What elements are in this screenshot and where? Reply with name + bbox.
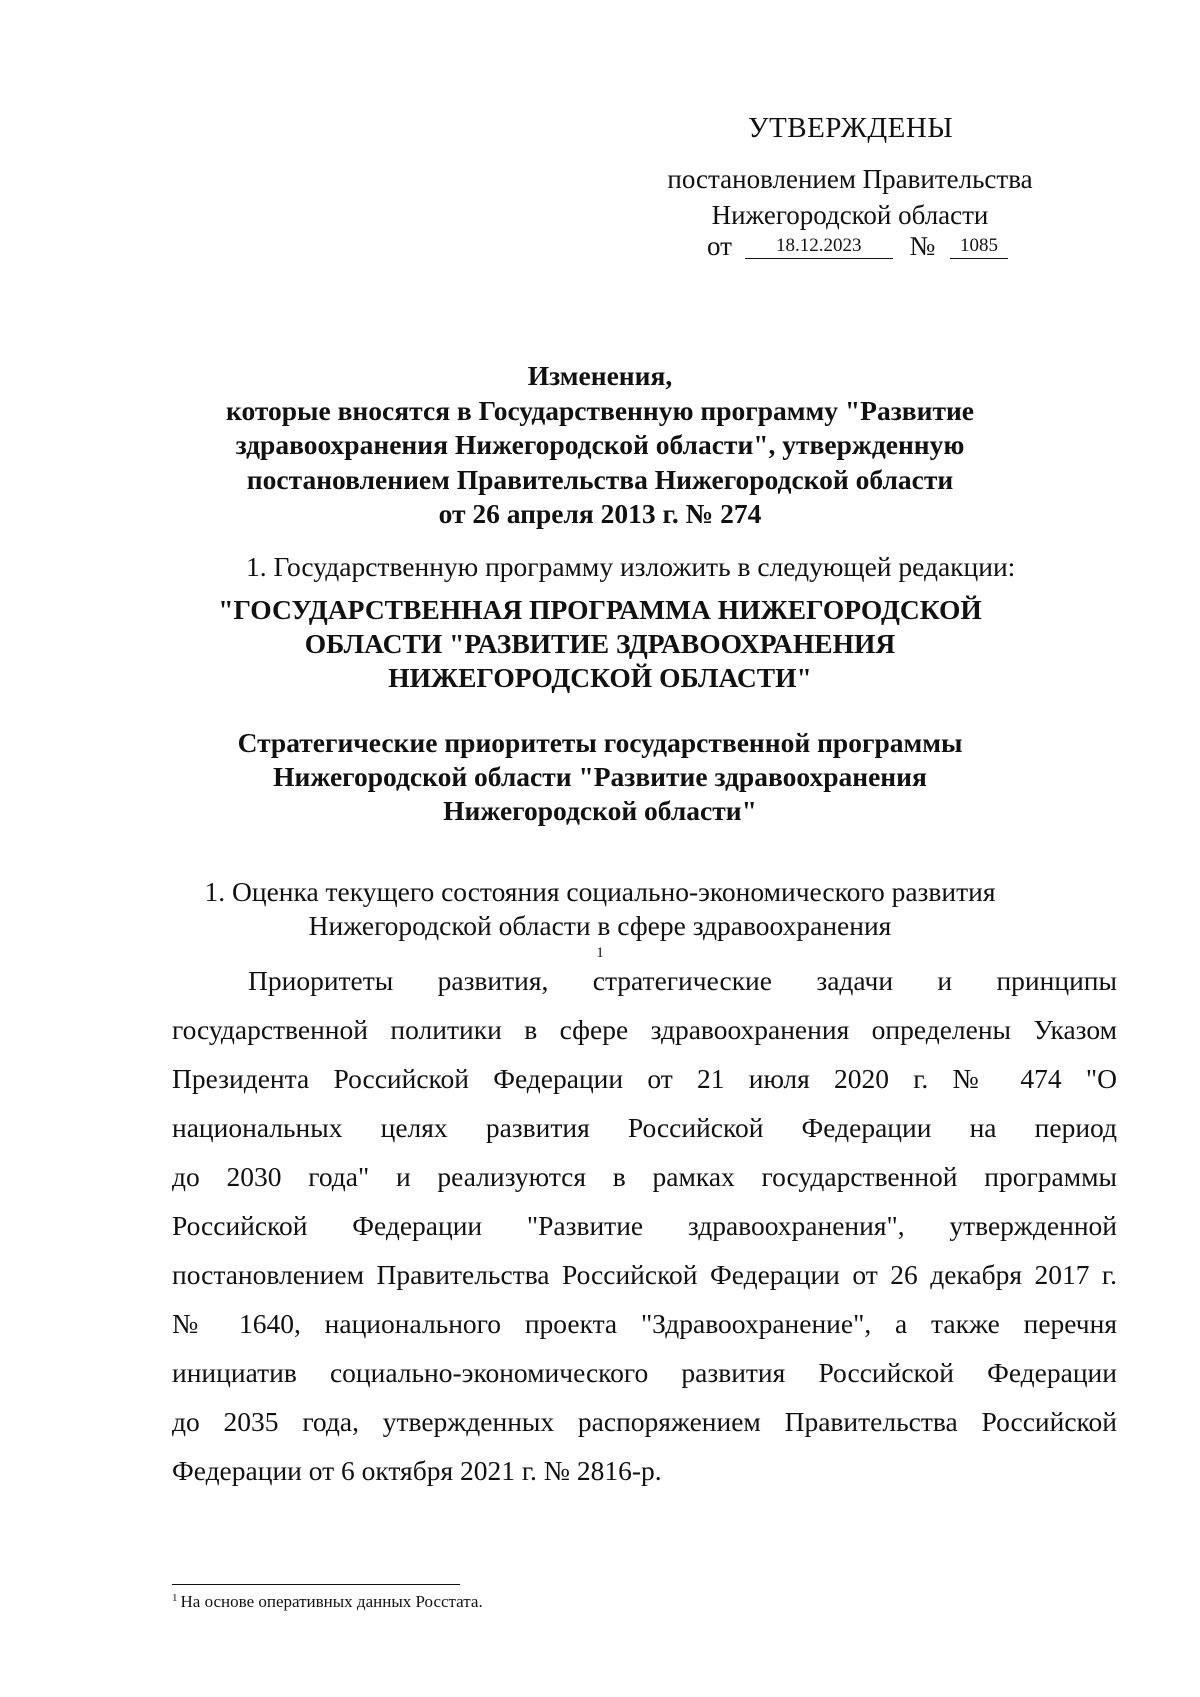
- body-line: постановлением Правительства Российской Федерации от 26 декабря 2017 г.: [172, 1259, 1117, 1290]
- section-1-title: [150, 875, 1050, 977]
- changes-title-line: здравоохранения Нижегородской области", утвержденную: [235, 429, 965, 460]
- body-line: инициатив социально-экономического развития Российской Федерации: [172, 1357, 1117, 1388]
- approval-line-2: Нижегородской области: [711, 200, 989, 230]
- body-line: Президента Российской Федерации от 21 июля 2020 г. № 474 "О: [172, 1063, 1117, 1094]
- changes-title: [150, 359, 1050, 532]
- body-line: Приоритеты развития, стратегические задачи и принципы: [248, 965, 1117, 996]
- footnote-mark: 1: [172, 1592, 178, 1604]
- approval-number: 1085: [950, 234, 1008, 259]
- footnote-reference[interactable]: 1: [596, 945, 604, 961]
- point-1-text: 1. Государственную программу изложить в следующей редакции:: [246, 551, 1016, 582]
- approval-date: 18.12.2023: [745, 234, 893, 259]
- body-line: Российской Федерации "Развитие здравоохранения", утвержденной: [172, 1210, 1117, 1241]
- body-line: Федерации от 6 октября 2021 г. № 2816-р.: [172, 1455, 662, 1486]
- body-line: № 1640, национального проекта "Здравоохранение", а также перечня: [172, 1308, 1117, 1339]
- footnote: [172, 1592, 483, 1612]
- approval-line-1: постановлением Правительства: [667, 164, 1033, 194]
- body-line: до 2035 года, утвержденных распоряжением Правительства Российской: [172, 1406, 1117, 1437]
- changes-title-line: постановлением Правительства Нижегородской области: [246, 463, 954, 495]
- approval-title: УТВЕРЖДЕНЫ: [748, 112, 954, 144]
- changes-title-line: от 26 апреля 2013 г. № 274: [438, 498, 762, 529]
- body-line: национальных целях развития Российской Федерации на период: [172, 1112, 1117, 1143]
- footnote-divider: [172, 1584, 460, 1585]
- changes-title-line: Изменения,: [527, 360, 673, 391]
- changes-title-line: которые вносятся в Государственную программу "Развитие: [225, 394, 975, 426]
- program-title: [150, 593, 1050, 695]
- section-title-text: Нижегородской области в сфере здравоохранения: [308, 910, 892, 941]
- program-title-line: ОБЛАСТИ "РАЗВИТИЕ ЗДРАВООХРАНЕНИЯ: [304, 628, 896, 659]
- program-title-line: НИЖЕГОРОДСКОЙ ОБЛАСТИ": [388, 662, 812, 693]
- approval-date-row: [707, 231, 1008, 262]
- body-line: государственной политики в сфере здравоохранения определены Указом: [172, 1014, 1117, 1045]
- priorities-title-line: Стратегические приоритеты государственной программы: [237, 727, 963, 758]
- priorities-title: [150, 726, 1050, 828]
- section-title-line: 1. Оценка текущего состояния социально-экономического развития: [204, 876, 996, 907]
- body-line: до 2030 года" и реализуются в рамках государственной программы: [172, 1161, 1117, 1192]
- program-title-line: "ГОСУДАРСТВЕННАЯ ПРОГРАММА НИЖЕГОРОДСКОЙ: [218, 594, 982, 625]
- date-prefix: от: [707, 231, 732, 261]
- number-sign: №: [909, 231, 936, 261]
- priorities-title-line: Нижегородской области": [443, 795, 757, 826]
- footnote-text: На основе оперативных данных Росстата.: [180, 1592, 483, 1611]
- priorities-title-line: Нижегородской области "Развитие здравоохранения: [273, 761, 927, 792]
